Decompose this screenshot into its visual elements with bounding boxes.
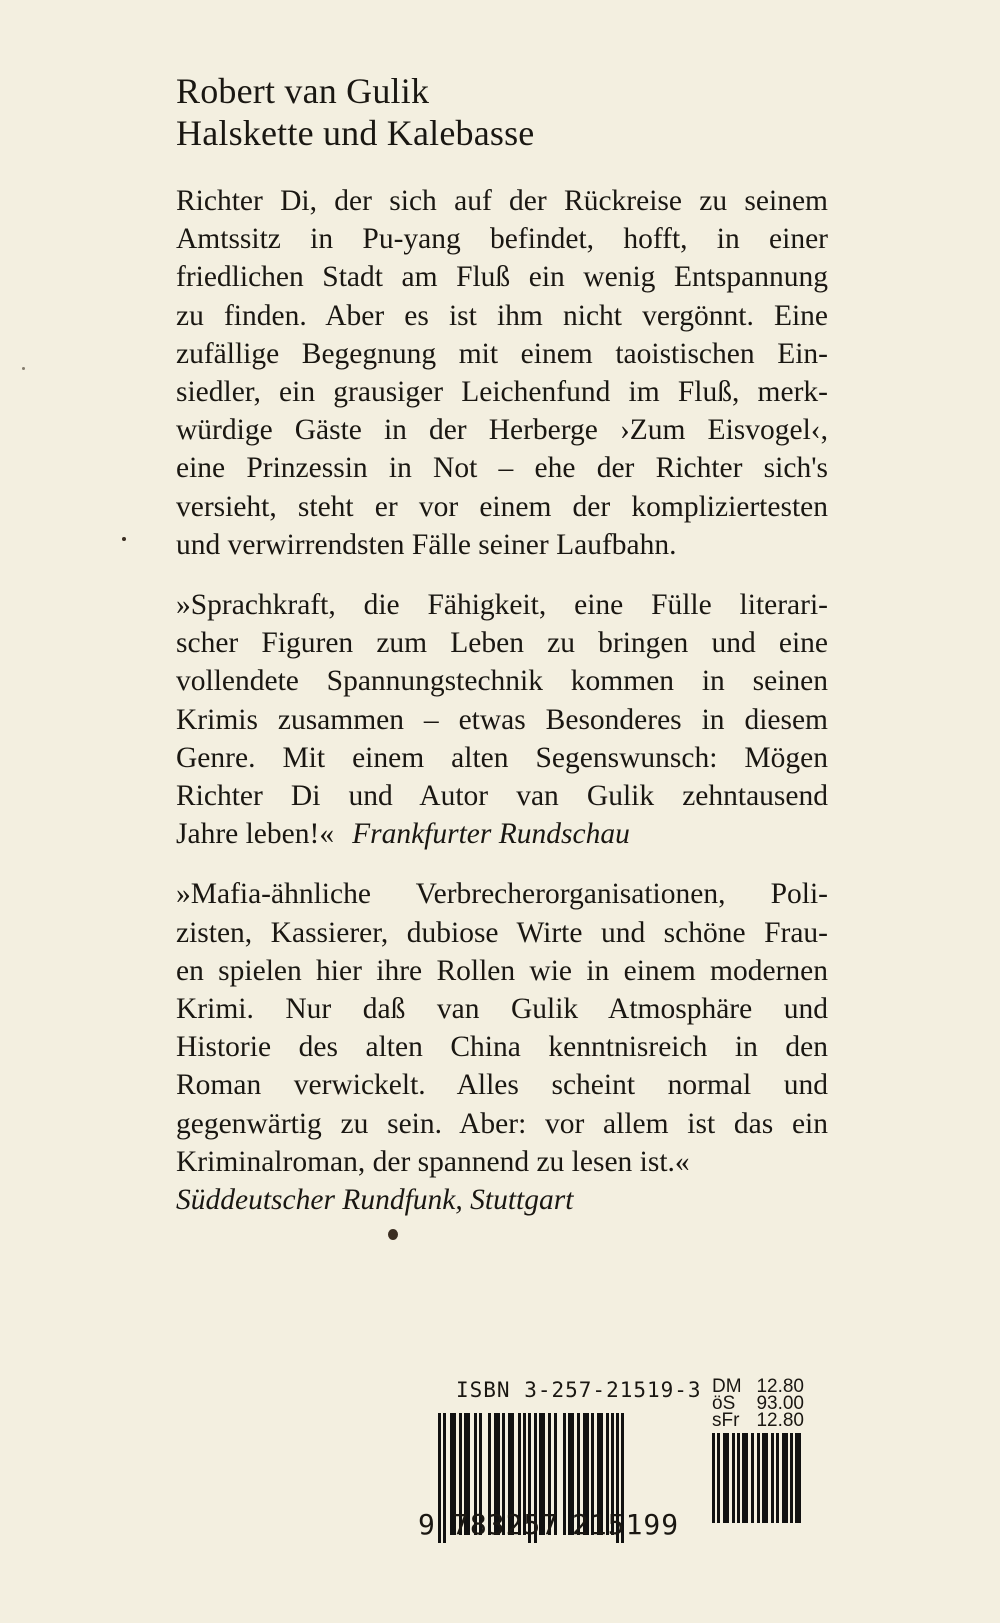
- barcode-bar: [762, 1433, 768, 1523]
- quote-line: »Mafia-ähnliche Verbrecherorganisationen, Poli-: [176, 878, 828, 911]
- quote-line: Roman verwickelt. Alles scheint normal und: [176, 1069, 828, 1102]
- barcode-bar: [737, 1433, 740, 1523]
- quote-line: Krimis zusammen – etwas Besonderes in diesem: [176, 703, 828, 736]
- barcode-bar: [782, 1433, 788, 1523]
- price-amount: 93.00: [756, 1393, 804, 1414]
- ink-speck: [22, 367, 25, 370]
- blurb-line: friedlichen Stadt am Fluß ein wenig Entspannung: [176, 261, 828, 294]
- quote-line: Richter Di und Autor van Gulik zehntausend: [176, 780, 828, 813]
- title-block: [176, 70, 828, 154]
- quote-source: Frankfurter Rundschau: [352, 818, 630, 851]
- price-list: [712, 1378, 812, 1429]
- barcode-bar: [712, 1433, 715, 1523]
- barcode-bar: [776, 1433, 779, 1523]
- blurb-line: Amtssitz in Pu-yang befindet, hofft, in einer: [176, 223, 828, 256]
- price-currency: DM: [712, 1376, 742, 1397]
- barcode-bar: [742, 1433, 748, 1523]
- blurb-paragraph: [176, 182, 828, 564]
- price-row: [712, 1412, 804, 1429]
- ink-speck: [388, 1229, 398, 1240]
- isbn-label: ISBN 3-257-21519-3: [456, 1378, 702, 1402]
- book-title: Halskette und Kalebasse: [176, 113, 535, 153]
- author-name: Robert van Gulik: [176, 71, 430, 111]
- barcode-digit-first: 9: [418, 1508, 435, 1541]
- barcode-bar: [563, 1413, 566, 1535]
- barcode-bar: [443, 1413, 446, 1543]
- price-amount: 12.80: [756, 1410, 804, 1431]
- quote-line: Genre. Mit einem alten Segenswunsch: Mögen: [176, 741, 828, 774]
- addon-barcode: [712, 1433, 814, 1525]
- quote-line: »Sprachkraft, die Fähigkeit, eine Fülle literari-: [176, 589, 828, 622]
- quote-line: Krimi. Nur daß van Gulik Atmosphäre und: [176, 993, 828, 1026]
- blurb-line: zu finden. Aber es ist ihm nicht vergönnt. Eine: [176, 299, 828, 332]
- quote-line: Historie des alten China kenntnisreich in den: [176, 1031, 828, 1064]
- blurb-line: siedler, ein grausiger Leichenfund im Fluß, merk-: [176, 376, 828, 409]
- blurb-line: versieht, steht er vor einem der kompliziertesten: [176, 490, 828, 523]
- barcode-digits-left: 783257: [452, 1508, 560, 1541]
- quote-line: vollendete Spannungstechnik kommen in seinen: [176, 665, 828, 698]
- blurb-line: und verwirrendsten Fälle seiner Laufbahn.: [176, 528, 677, 561]
- ink-speck: [122, 537, 126, 541]
- quote-line: scher Figuren zum Leben zu bringen und eine: [176, 627, 828, 660]
- barcode-bar: [757, 1433, 760, 1523]
- barcode-bar: [795, 1433, 801, 1523]
- barcode-bar: [717, 1433, 720, 1523]
- quote-line: Kriminalroman, der spannend zu lesen ist.«: [176, 1145, 690, 1178]
- review-quote-1: [176, 586, 828, 853]
- barcode-bar: [751, 1433, 754, 1523]
- quote-line: gegenwärtig zu sein. Aber: vor allem ist das ein: [176, 1107, 828, 1140]
- price-currency: öS: [712, 1393, 736, 1414]
- barcode-bar: [771, 1433, 774, 1523]
- text-column: [176, 70, 828, 1241]
- blurb-line: eine Prinzessin in Not – ehe der Richter sich's: [176, 452, 828, 485]
- quote-source: Süddeutscher Rundfunk, Stuttgart: [176, 1184, 574, 1217]
- blurb-line: zufällige Begegnung mit einem taoistischen Ein-: [176, 337, 828, 370]
- blurb-line: würdige Gäste in der Herberge ›Zum Eisvogel‹,: [176, 414, 828, 447]
- barcode-digits-right: 215199: [572, 1508, 680, 1541]
- price-amount: 12.80: [756, 1376, 804, 1397]
- quote-line: en spielen hier ihre Rollen wie in einem modernen: [176, 954, 828, 987]
- quote-last-line: [176, 815, 828, 853]
- price-currency: sFr: [712, 1410, 740, 1431]
- blurb-line: Richter Di, der sich auf der Rückreise zu seinem: [176, 185, 828, 217]
- barcode-bar: [732, 1433, 735, 1523]
- quote-line-text: Jahre leben!«: [176, 818, 335, 851]
- barcode-bar: [723, 1433, 729, 1523]
- review-quote-2: [176, 875, 828, 1219]
- barcode-bar: [438, 1413, 441, 1543]
- barcode-bar: [790, 1433, 793, 1523]
- quote-line: zisten, Kassierer, dubiose Wirte und schöne Frau-: [176, 916, 828, 949]
